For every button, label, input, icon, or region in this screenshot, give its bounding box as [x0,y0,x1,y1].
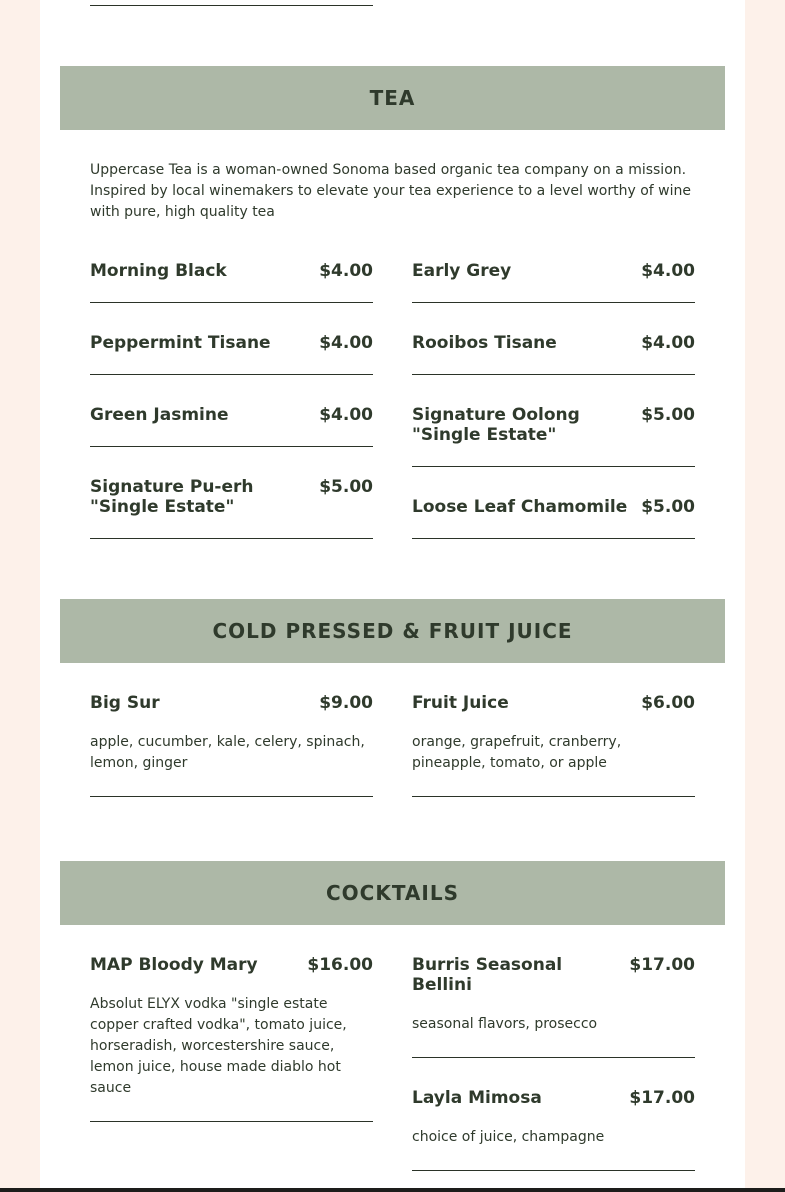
item-price: $4.00 [319,261,373,281]
menu-item [90,261,373,303]
item-name: Early Grey [412,261,512,281]
item-price: $5.00 [319,477,373,497]
menu-item [90,955,373,1122]
item-name: Fruit Juice [412,693,509,713]
item-name: Layla Mimosa [412,1088,542,1108]
item-name: Rooibos Tisane [412,333,557,353]
item-price: $6.00 [641,693,695,713]
item-price: $16.00 [307,955,373,975]
item-description: choice of juice, champagne [412,1129,605,1145]
section-header-tea [60,66,725,130]
item-description: Absolut ELYX vodka "single estate copper crafted vodka", tomato juice, horseradish, worcestershire sauce, lemon juice, house made diablo hot sauce [90,996,347,1096]
section-header-juice [60,599,725,663]
menu-item [90,405,373,447]
menu-item [412,497,695,539]
item-name: Signature Oolong "Single Estate" [412,405,580,445]
menu-item [412,405,695,467]
menu-item [412,333,695,375]
page-bottom-bar [0,1188,785,1192]
item-price: $4.00 [319,333,373,353]
menu-item [90,693,373,797]
menu-item [412,1088,695,1171]
item-price: $5.00 [641,405,695,425]
item-name: Green Jasmine [90,405,229,425]
menu-item [90,333,373,375]
item-name: MAP Bloody Mary [90,955,258,975]
item-name: Signature Pu-erh "Single Estate" [90,477,254,517]
item-price: $17.00 [629,1088,695,1108]
section-title: TEA [369,86,416,110]
item-price: $4.00 [641,333,695,353]
item-name: Morning Black [90,261,227,281]
item-name: Peppermint Tisane [90,333,271,353]
item-description: seasonal flavors, prosecco [412,1016,598,1032]
item-description: orange, grapefruit, cranberry, pineapple, tomato, or apple [412,734,622,771]
item-price: $4.00 [319,405,373,425]
menu-item [412,693,695,797]
item-name: Big Sur [90,693,160,713]
tea-intro: Uppercase Tea is a woman-owned Sonoma based organic tea company on a mission. Inspired by local winemakers to elevate your tea experience to a level worthy of wine with pure, high quality tea [90,162,691,220]
section-title: COCKTAILS [325,881,459,905]
item-name: Burris Seasonal Bellini [412,955,563,995]
item-price: $17.00 [629,955,695,975]
section-header-cocktails [60,861,725,925]
menu-item [412,261,695,303]
item-price: $5.00 [641,497,695,517]
item-price: $9.00 [319,693,373,713]
item-description: apple, cucumber, kale, celery, spinach, lemon, ginger [90,734,365,771]
item-price: $4.00 [641,261,695,281]
menu-item [90,477,373,539]
section-title: COLD PRESSED & FRUIT JUICE [212,619,573,643]
item-name: Loose Leaf Chamomile [412,497,628,517]
menu-item [412,955,695,1058]
divider [90,5,373,6]
